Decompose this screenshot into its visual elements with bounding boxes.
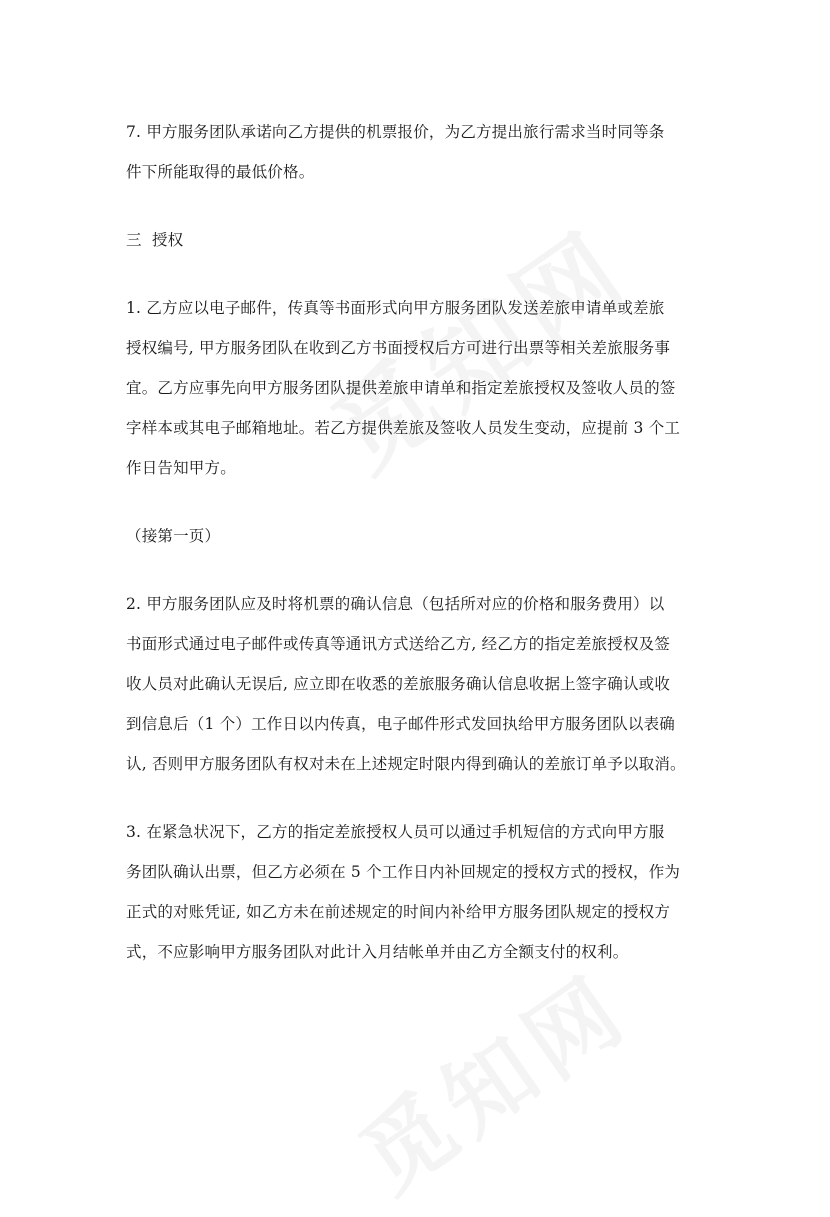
- paragraph-line: 到信息后（1 个）工作日以内传真，电子邮件形式发回执给甲方服务团队以表确: [126, 715, 675, 733]
- paragraph-line: 3. 在紧急状况下，乙方的指定差旅授权人员可以通过手机短信的方式向甲方服: [126, 823, 665, 841]
- paragraph-line: 式，不应影响甲方服务团队对此计入月结帐单并由乙方全额支付的权利。: [126, 943, 629, 961]
- paragraph-line: 收人员对此确认无误后, 应立即在收悉的差旅服务确认信息收据上签字确认或收: [126, 675, 671, 693]
- paragraph-line: 书面形式通过电子邮件或传真等通讯方式送给乙方, 经乙方的指定差旅授权及签: [126, 635, 671, 653]
- authorization-clause-3: [126, 812, 712, 972]
- document-body: [126, 112, 712, 1000]
- clause-7-paragraph: [126, 112, 712, 192]
- paragraph-line: 授权编号, 甲方服务团队在收到乙方书面授权后方可进行出票等相关差旅服务事: [126, 339, 671, 357]
- paragraph-line: 7. 甲方服务团队承诺向乙方提供的机票报价，为乙方提出旅行需求当时同等条: [126, 123, 665, 141]
- paragraph-line: 2. 甲方服务团队应及时将机票的确认信息（包括所对应的价格和服务费用）以: [126, 595, 665, 613]
- paragraph-line: 字样本或其电子邮箱地址。若乙方提供差旅及签收人员发生变动，应提前 3 个工: [126, 419, 681, 437]
- authorization-clause-1: [126, 288, 712, 488]
- paragraph-line: 认, 否则甲方服务团队有权对未在上述规定时限内得到确认的差旅订单予以取消。: [126, 755, 686, 773]
- paragraph-line: 件下所能取得的最低价格。: [126, 163, 315, 181]
- section-heading-authorization: 三 授权: [126, 231, 184, 249]
- paragraph-line: 正式的对账凭证, 如乙方未在前述规定的时间内补给甲方服务团队规定的授权方: [126, 903, 671, 921]
- paragraph-line: 1. 乙方应以电子邮件，传真等书面形式向甲方服务团队发送差旅申请单或差旅: [126, 299, 665, 317]
- paragraph-line: 宜。乙方应事先向甲方服务团队提供差旅申请单和指定差旅授权及签收人员的签: [126, 379, 676, 397]
- paragraph-line: 作日告知甲方。: [126, 459, 236, 477]
- paragraph-line: 务团队确认出票，但乙方必须在 5 个工作日内补回规定的授权方式的授权，作为: [126, 863, 681, 881]
- authorization-clause-2: [126, 584, 712, 784]
- continued-note: （接第一页）: [126, 527, 221, 545]
